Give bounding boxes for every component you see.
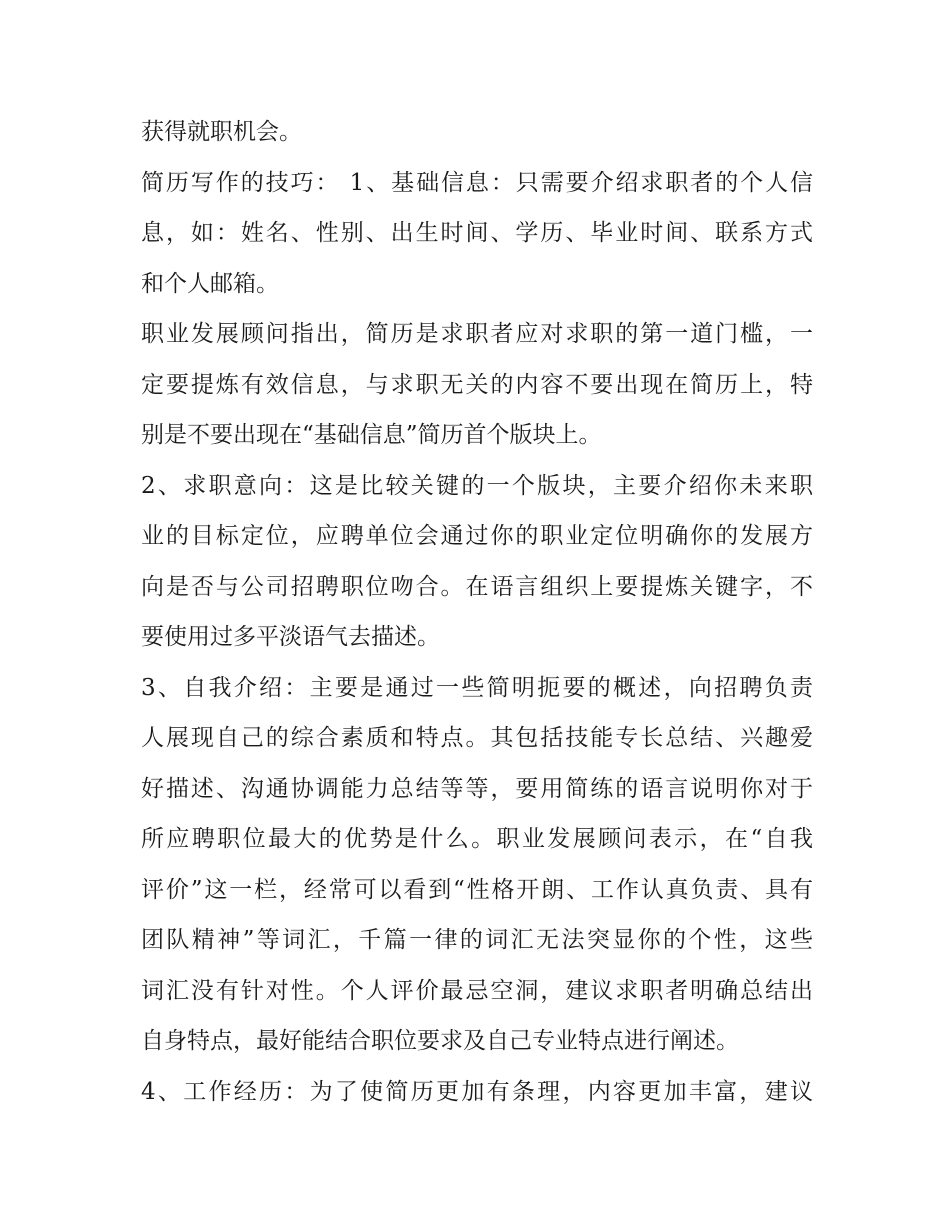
- text-line: 3、自我介绍：主要是通过一些简明扼要的概述，向招聘负责: [141, 674, 813, 701]
- text-line: 向是否与公司招聘职位吻合。在语言组织上要提炼关键字，不: [141, 573, 813, 600]
- text-line: 息，如：姓名、性别、出生时间、学历、毕业时间、联系方式: [141, 220, 813, 246]
- text-line: 所应聘职位最大的优势是什么。职业发展顾问表示，在“自我: [141, 826, 813, 852]
- text-line: 获得就职机会。: [141, 119, 302, 145]
- text-line: 定要提炼有效信息，与求职无关的内容不要出现在简历上，特: [141, 371, 813, 398]
- text-line: 职业发展顾问指出，简历是求职者应对求职的第一道门槛，一: [141, 321, 813, 347]
- text-line: 2、求职意向：这是比较关键的一个版块，主要介绍你未来职: [141, 472, 813, 499]
- text-line: 人展现自己的综合素质和特点。其包括技能专长总结、兴趣爱: [141, 725, 813, 751]
- text-line: 业的目标定位，应聘单位会通过你的职业定位明确你的发展方: [141, 523, 813, 549]
- text-line: 别是不要出现在“基础信息”简历首个版块上。: [141, 422, 602, 448]
- text-line: 词汇没有针对性。个人评价最忌空洞，建议求职者明确总结出: [141, 977, 813, 1004]
- document-body: [141, 107, 813, 1117]
- text-line: 自身特点，最好能结合职位要求及自己专业特点进行阐述。: [141, 1028, 739, 1054]
- text-line: 要使用过多平淡语气去描述。: [141, 624, 440, 650]
- text-line: 和个人邮箱。: [141, 270, 279, 297]
- text-line: 4、工作经历：为了使简历更加有条理，内容更加丰富，建议: [141, 1078, 813, 1105]
- text-line: 评价”这一栏，经常可以看到“性格开朗、工作认真负责、具有: [141, 876, 813, 903]
- text-line: 团队精神”等词汇，千篇一律的词汇无法突显你的个性，这些: [141, 927, 813, 953]
- text-line: 简历写作的技巧： 1、基础信息：只需要介绍求职者的个人信: [141, 169, 813, 196]
- text-line: 好描述、沟通协调能力总结等等，要用简练的语言说明你对于: [141, 775, 813, 802]
